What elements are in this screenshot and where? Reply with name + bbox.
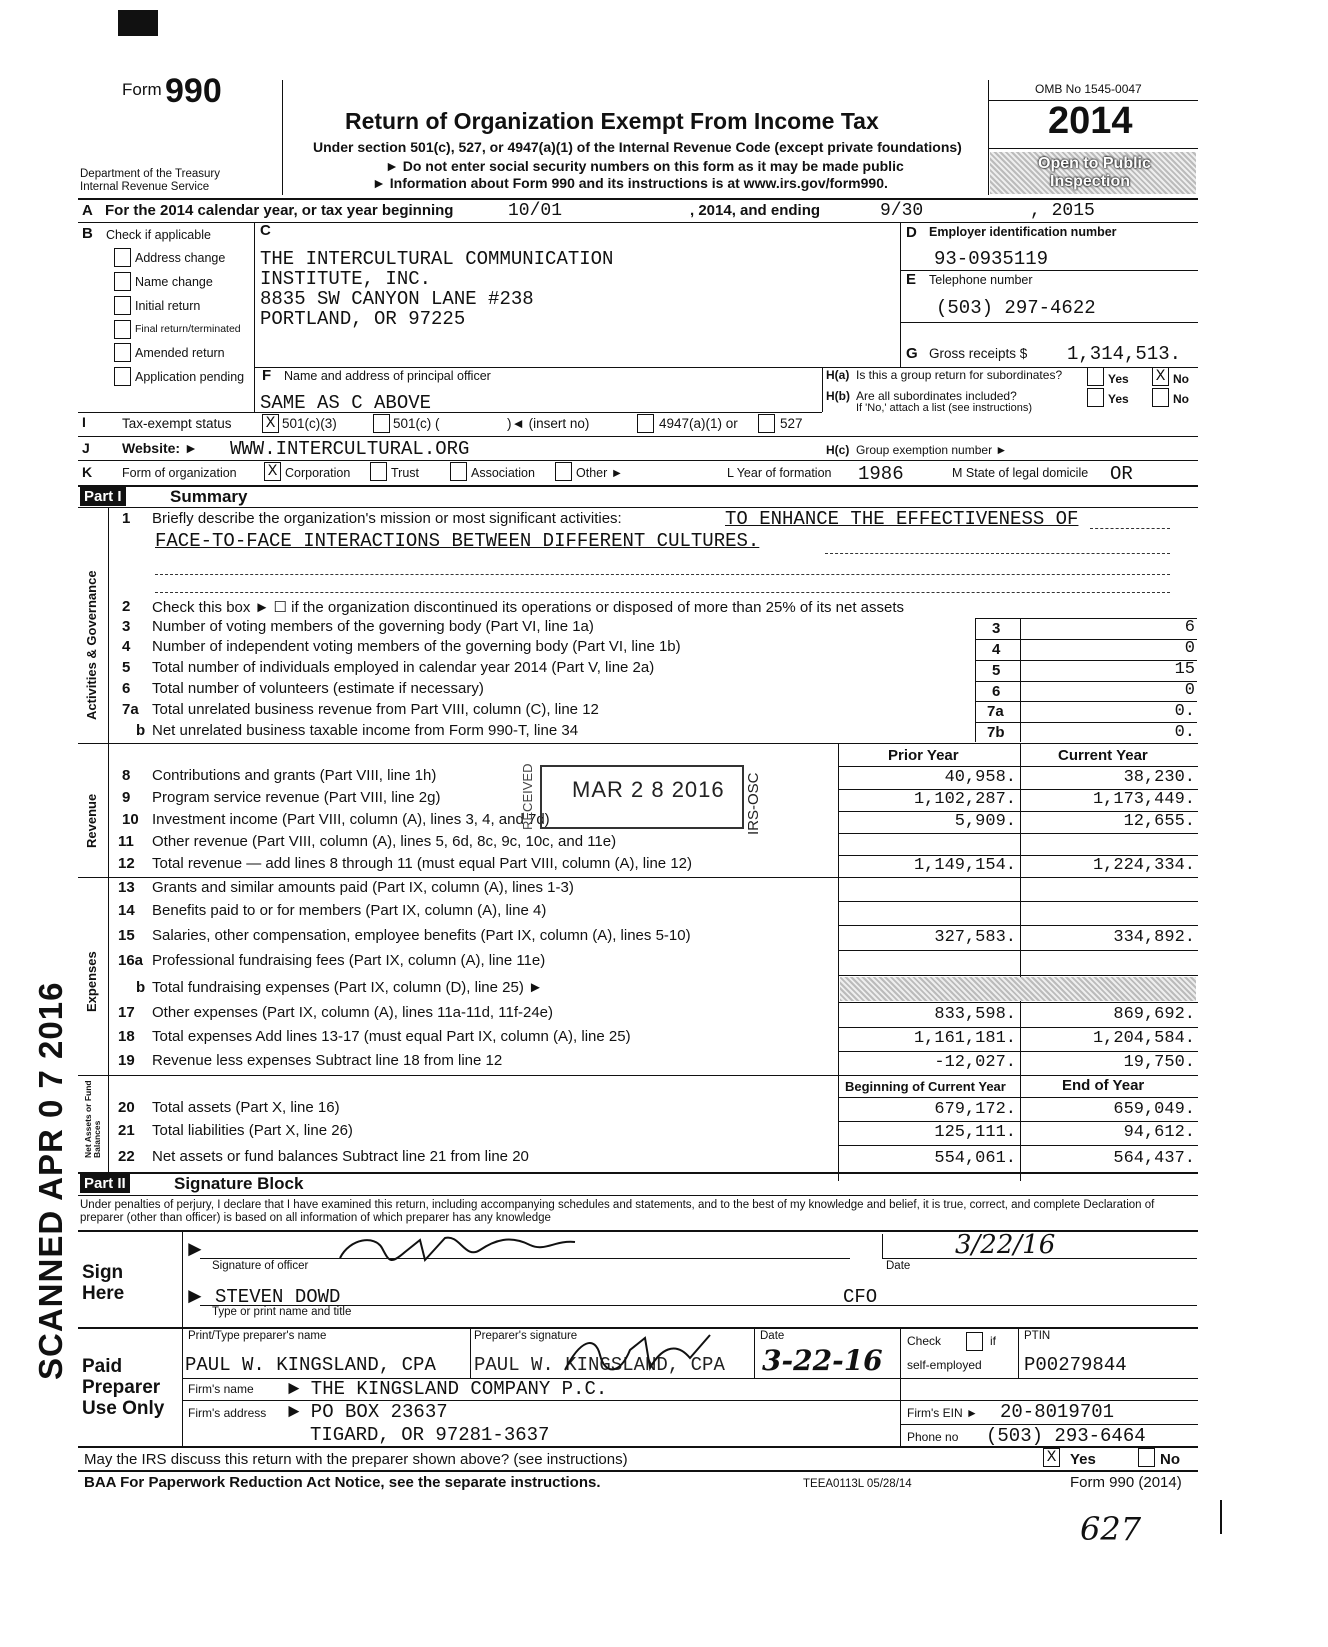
checkbox-corporation[interactable]: X (264, 462, 281, 481)
line6-box: 6 (992, 683, 1001, 700)
hb-no-checkbox[interactable] (1152, 388, 1169, 407)
line12-prior: 1,149,154. (913, 856, 1016, 875)
section-b-letter: B (82, 225, 93, 242)
line-a-text: For the 2014 calendar year, or tax year beginning (105, 202, 454, 219)
form-number: 990 (165, 72, 222, 110)
ha-label: H(a) (826, 368, 850, 382)
line15-prior: 327,583. (934, 928, 1016, 947)
line14-number: 14 (118, 902, 135, 919)
discuss-yes-checkbox[interactable]: X (1043, 1448, 1060, 1467)
ha-no-label: No (1173, 372, 1189, 386)
preparer-name-label: Print/Type preparer's name (188, 1330, 327, 1342)
open-public-text: Open to Public (1038, 155, 1151, 172)
firm-ein: 20-8019701 (1000, 1401, 1115, 1423)
hb-note: If 'No,' attach a list (see instructions) (856, 402, 1032, 414)
ha-no-checkbox[interactable]: X (1152, 367, 1169, 386)
col-end-year: End of Year (1062, 1077, 1145, 1094)
gross-receipts-label: Gross receipts $ (929, 346, 1028, 361)
checkbox-other[interactable] (555, 462, 572, 481)
sign-date-value: 3/22/16 (955, 1230, 1056, 1260)
checkbox-amended-return[interactable] (114, 343, 131, 362)
line20-prior: 679,172. (934, 1100, 1016, 1119)
line6-value: 0 (1184, 681, 1195, 700)
checkbox-address-change[interactable] (114, 248, 131, 267)
phone-label: Telephone number (929, 273, 1033, 287)
principal-officer-label: Name and address of principal officer (284, 369, 491, 383)
part1-title: Summary (170, 487, 248, 506)
line10-text: Investment income (Part VIII, column (A), lines 3, 4, and 7d) (152, 811, 550, 828)
dept-line1: Department of the Treasury (80, 168, 220, 180)
line12-current: 1,224,334. (1092, 856, 1195, 875)
line7a-value: 0. (1174, 702, 1195, 721)
ha-yes-checkbox[interactable] (1087, 367, 1104, 386)
line7b-value: 0. (1174, 723, 1195, 742)
label-501c3: 501(c)(3) (282, 416, 337, 431)
line7a-box: 7a (987, 703, 1004, 720)
scanned-stamp: SCANNED APR 0 7 2016 (32, 981, 69, 1380)
line3-value: 6 (1184, 618, 1195, 637)
preparer-date: 3-22-16 (762, 1344, 883, 1377)
tax-year: 2014 (1048, 100, 1133, 142)
page-mark (1220, 1500, 1222, 1534)
year-formation-value: 1986 (858, 463, 904, 485)
firm-name: ► THE KINGSLAND COMPANY P.C. (288, 1378, 608, 1400)
line5-value: 15 (1174, 660, 1195, 679)
hb-yes-checkbox[interactable] (1087, 388, 1104, 407)
form-word: Form (122, 80, 162, 99)
org-address-line2: PORTLAND, OR 97225 (260, 308, 466, 330)
preparer-sig-label: Preparer's signature (474, 1330, 578, 1342)
checkbox-527[interactable] (758, 414, 775, 433)
line7b-text: Net unrelated business taxable income from Form 990-T, line 34 (152, 722, 579, 739)
received-side-stamp: RECEIVED (520, 763, 535, 830)
line18-text: Total expenses Add lines 13-17 (must equal Part IX, column (A), line 25) (152, 1028, 631, 1045)
state-domicile-value: OR (1110, 463, 1133, 485)
form-of-org-label: Form of organization (122, 466, 237, 480)
ptin-label: PTIN (1024, 1330, 1051, 1342)
line19-number: 19 (118, 1052, 135, 1069)
col-beginning-year: Beginning of Current Year (845, 1079, 1006, 1094)
website-value[interactable]: WWW.INTERCULTURAL.ORG (230, 438, 470, 460)
line8-current: 38,230. (1123, 768, 1195, 787)
line9-prior: 1,102,287. (913, 790, 1016, 809)
hb-label: H(b) (826, 389, 850, 403)
tax-exempt-label: Tax-exempt status (122, 416, 232, 431)
label-address-change: Address change (135, 251, 226, 265)
label-association: Association (471, 466, 535, 480)
self-employed-if-label: if (990, 1334, 996, 1348)
line10-number: 10 (122, 811, 139, 828)
line22-prior: 554,061. (934, 1149, 1016, 1168)
preparer-label: Preparer (82, 1377, 161, 1398)
checkbox-501c[interactable] (373, 414, 390, 433)
scan-mark (118, 10, 158, 36)
org-name-line1: THE INTERCULTURAL COMMUNICATION (260, 248, 614, 270)
preparer-ptin: P00279844 (1024, 1354, 1127, 1376)
org-name-line2: INSTITUTE, INC. (260, 268, 432, 290)
line17-prior: 833,598. (934, 1005, 1016, 1024)
line10-prior: 5,909. (954, 812, 1016, 831)
line9-number: 9 (122, 789, 131, 806)
hb-yes-label: Yes (1108, 392, 1129, 406)
firm-address-line2: TIGARD, OR 97281-3637 (310, 1424, 550, 1446)
phone-value: (503) 297-4622 (936, 297, 1096, 319)
line9-current: 1,173,449. (1092, 790, 1195, 809)
line15-current: 334,892. (1113, 928, 1195, 947)
hb-no-label: No (1173, 392, 1189, 406)
line22-text: Net assets or fund balances Subtract line 21 from line 20 (152, 1148, 529, 1165)
line17-text: Other expenses (Part IX, column (A), lines 11a-11d, 11f-24e) (152, 1004, 554, 1021)
hb-text: Are all subordinates included? (856, 389, 1017, 403)
line17-current: 869,692. (1113, 1005, 1195, 1024)
col-current-year: Current Year (1058, 747, 1148, 764)
mission-dash1 (1090, 528, 1170, 529)
line20-number: 20 (118, 1099, 135, 1116)
line6-text: Total number of volunteers (estimate if necessary) (152, 680, 484, 697)
line17-number: 17 (118, 1004, 135, 1021)
line19-text: Revenue less expenses Subtract line 18 from line 12 (152, 1052, 503, 1069)
label-4947: 4947(a)(1) or (659, 416, 738, 431)
label-other: Other ► (576, 466, 624, 480)
firm-ein-label: Firm's EIN ► (907, 1406, 978, 1420)
line15-text: Salaries, other compensation, employee benefits (Part IX, column (A), lines 5-10) (152, 927, 691, 944)
section-d-letter: D (906, 224, 917, 241)
line21-current: 94,612. (1123, 1123, 1195, 1142)
year-formation-label: L Year of formation (727, 466, 832, 480)
line5-box: 5 (992, 662, 1001, 679)
line16b-shaded (840, 977, 1196, 1001)
received-stamp-date: MAR 2 8 2016 (572, 777, 725, 802)
firm-name-label: Firm's name (188, 1382, 254, 1396)
label-name-change: Name change (135, 275, 213, 289)
section-c-letter: C (260, 222, 271, 239)
line21-prior: 125,111. (934, 1123, 1016, 1142)
line7a-text: Total unrelated business revenue from Part VIII, column (C), line 12 (152, 701, 599, 718)
line10-current: 12,655. (1123, 812, 1195, 831)
label-corporation: Corporation (285, 466, 351, 480)
notice-info: ► Information about Form 990 and its instructions is at www.irs.gov/form990. (372, 175, 888, 191)
irs-osc-stamp: IRS-OSC (745, 772, 762, 835)
tax-year-end: 9/30 (880, 201, 924, 221)
label-insert-no: )◄ (insert no) (507, 416, 590, 431)
paid-label: Paid (82, 1356, 123, 1377)
sign-arrow-1: ► (184, 1236, 206, 1261)
mission-dash4 (155, 592, 1170, 593)
line4-number: 4 (122, 638, 131, 655)
label-application-pending: Application pending (135, 370, 245, 384)
line22-number: 22 (118, 1148, 135, 1165)
preparer-date-label: Date (760, 1330, 785, 1342)
here-label: Here (82, 1283, 125, 1304)
checkbox-4947[interactable] (637, 414, 654, 433)
state-domicile-label: M State of legal domicile (952, 466, 1089, 480)
line8-number: 8 (122, 767, 131, 784)
mission-dash2 (825, 553, 1170, 554)
line11-number: 11 (118, 833, 134, 850)
side-label-net-assets: Net Assets or Fund Balances (83, 1080, 102, 1158)
line-i-letter: I (82, 414, 86, 430)
ha-yes-label: Yes (1108, 372, 1129, 386)
preparer-name: PAUL W. KINGSLAND, CPA (185, 1354, 436, 1376)
firm-address-line1: ► PO BOX 23637 (288, 1401, 448, 1423)
checkbox-application-pending[interactable] (114, 367, 131, 386)
line5-text: Total number of individuals employed in calendar year 2014 (Part V, line 2a) (152, 659, 655, 676)
line4-box: 4 (992, 641, 1001, 658)
side-label-governance: Activities & Governance (84, 570, 99, 720)
line-j-letter: J (82, 440, 90, 456)
line12-text: Total revenue — add lines 8 through 11 (must equal Part VIII, column (A), line 12) (152, 855, 692, 872)
handwritten-number: 627 (1080, 1510, 1142, 1548)
inspection-text: Inspection (1050, 173, 1131, 190)
line22-current: 564,437. (1113, 1149, 1195, 1168)
firm-phone: (503) 293-6464 (986, 1425, 1146, 1447)
section-f-letter: F (262, 367, 272, 384)
use-only-label: Use Only (82, 1398, 165, 1419)
checkbox-name-change[interactable] (114, 272, 131, 291)
line4-text: Number of independent voting members of the governing body (Part VI, line 1b) (152, 638, 681, 655)
part2-title: Signature Block (174, 1174, 304, 1193)
line19-current: 19,750. (1123, 1053, 1195, 1072)
line11-text: Other revenue (Part VIII, column (A), lines 5, 6d, 8c, 9c, 10c, and 11e) (152, 833, 617, 850)
line20-current: 659,049. (1113, 1100, 1195, 1119)
line18-number: 18 (118, 1028, 135, 1045)
line2-number: 2 (122, 598, 131, 615)
part1-tag: Part I (80, 487, 126, 506)
line8-text: Contributions and grants (Part VIII, line 1h) (152, 767, 437, 784)
sign-date-label: Date (886, 1260, 911, 1272)
line4-value: 0 (1184, 639, 1195, 658)
line7b-box: 7b (987, 724, 1005, 741)
preparer-signature (560, 1330, 720, 1380)
form-title: Return of Organization Exempt From Income Tax (345, 108, 879, 134)
mission-dash3 (155, 574, 1170, 575)
ein-label: Employer identification number (929, 225, 1117, 239)
line13-number: 13 (118, 879, 135, 896)
perjury-statement: Under penalties of perjury, I declare that I have examined this return, including accompanying schedules and statements, and to the best of my knowledge and belief, it is true, correct, and complete Declaration of preparer (other than officer) is based on all information of which preparer has any knowledge (80, 1199, 1155, 1224)
firm-phone-label: Phone no (907, 1430, 959, 1444)
omb-number: OMB No 1545-0047 (1035, 82, 1142, 96)
dept-line2: Internal Revenue Service (80, 181, 210, 193)
line21-number: 21 (118, 1122, 135, 1139)
ein-value: 93-0935119 (934, 248, 1049, 270)
tax-year-begin: 10/01 (508, 201, 563, 221)
line-k-letter: K (82, 464, 93, 480)
officer-signature-label: Signature of officer (212, 1260, 309, 1272)
baa-notice: BAA For Paperwork Reduction Act Notice, see the separate instructions. (84, 1474, 601, 1491)
ha-text: Is this a group return for subordinates? (856, 368, 1063, 382)
org-address-line1: 8835 SW CANYON LANE #238 (260, 288, 534, 310)
officer-name: STEVEN DOWD (215, 1286, 341, 1308)
part2-tag: Part II (80, 1174, 130, 1193)
self-employed-checkbox[interactable] (966, 1332, 983, 1351)
section-b-title: Check if applicable (106, 228, 211, 242)
side-label-expenses: Expenses (84, 951, 99, 1012)
officer-name-label: Type or print name and title (212, 1306, 352, 1318)
preparer-signature-name: PAUL W. KINGSLAND, CPA (474, 1354, 725, 1376)
self-employed-label: self-employed (907, 1358, 982, 1372)
checkbox-initial-return[interactable] (114, 296, 131, 315)
line18-prior: 1,161,181. (913, 1029, 1016, 1048)
col-prior-year: Prior Year (888, 747, 959, 764)
line6-number: 6 (122, 680, 131, 697)
hc-text: Group exemption number ► (856, 443, 1008, 457)
label-trust: Trust (391, 466, 420, 480)
discuss-yes-label: Yes (1070, 1451, 1096, 1468)
line1-number: 1 (122, 510, 131, 527)
tax-year-end-year: , 2015 (1030, 201, 1095, 221)
sign-arrow-2: ► (184, 1283, 206, 1308)
label-initial-return: Initial return (135, 299, 201, 313)
label-501c: 501(c) ( (393, 416, 440, 431)
line16b-text: Total fundraising expenses (Part IX, column (D), line 25) ► (152, 979, 543, 996)
line8-prior: 40,958. (944, 768, 1016, 787)
sign-label: Sign (82, 1262, 124, 1283)
firm-address-label: Firm's address (188, 1406, 267, 1420)
mission-line2: FACE-TO-FACE INTERACTIONS BETWEEN DIFFERENT CULTURES. (155, 530, 760, 552)
discuss-no-checkbox[interactable] (1138, 1448, 1155, 1467)
label-amended-return: Amended return (135, 346, 225, 360)
line16a-text: Professional fundraising fees (Part IX, column (A), line 11e) (152, 952, 546, 969)
line5-number: 5 (122, 659, 131, 676)
officer-signature (330, 1230, 590, 1270)
line14-text: Benefits paid to or for members (Part IX, column (A), line 4) (152, 902, 547, 919)
mission-line1: TO ENHANCE THE EFFECTIVENESS OF (725, 508, 1079, 530)
line20-text: Total assets (Part X, line 16) (152, 1099, 340, 1116)
section-g-letter: G (906, 345, 918, 362)
notice-ssn: ► Do not enter social security numbers on this form as it may be made public (385, 158, 904, 174)
checkbox-association[interactable] (450, 462, 467, 481)
form-reference: Form 990 (2014) (1070, 1474, 1182, 1491)
form-subtitle: Under section 501(c), 527, or 4947(a)(1) of the Internal Revenue Code (except private foundations) (313, 139, 962, 155)
checkbox-trust[interactable] (370, 462, 387, 481)
principal-officer-value: SAME AS C ABOVE (260, 392, 432, 414)
discuss-no-label: No (1160, 1451, 1180, 1468)
line9-text: Program service revenue (Part VIII, line 2g) (152, 789, 441, 806)
line21-text: Total liabilities (Part X, line 26) (152, 1122, 353, 1139)
label-527: 527 (780, 416, 803, 431)
section-e-letter: E (906, 271, 917, 288)
discuss-question: May the IRS discuss this return with the preparer shown above? (see instructions) (84, 1451, 628, 1468)
line3-text: Number of voting members of the governing body (Part VI, line 1a) (152, 618, 594, 635)
form-code: TEEA0113L 05/28/14 (803, 1478, 912, 1490)
line16a-number: 16a (118, 952, 144, 969)
website-label: Website: ► (122, 440, 198, 456)
line12-number: 12 (118, 855, 135, 872)
line7b-number: b (136, 722, 146, 739)
line-a-mid: , 2014, and ending (690, 202, 821, 219)
officer-title: CFO (843, 1286, 878, 1308)
line3-number: 3 (122, 618, 131, 635)
line16b-number: b (136, 979, 146, 996)
discontinued-text[interactable]: Check this box ► ☐ if the organization discontinued its operations or disposed of more than 25% of its net assets (152, 599, 905, 616)
line7a-number: 7a (122, 701, 139, 718)
hc-label: H(c) (826, 443, 850, 457)
line19-prior: -12,027. (934, 1053, 1016, 1072)
line-a-letter: A (82, 202, 93, 219)
self-employed-check-label: Check (907, 1334, 942, 1348)
mission-label: Briefly describe the organization's mission or most significant activities: (152, 510, 622, 527)
side-label-revenue: Revenue (84, 793, 99, 848)
checkbox-501c3[interactable]: X (262, 414, 279, 433)
line18-current: 1,204,584. (1092, 1029, 1195, 1048)
line15-number: 15 (118, 927, 135, 944)
label-final-return: Final return/terminated (135, 323, 241, 335)
line3-box: 3 (992, 620, 1001, 637)
gross-receipts-value: 1,314,513. (1067, 343, 1182, 365)
line13-text: Grants and similar amounts paid (Part IX, column (A), lines 1-3) (152, 879, 574, 896)
checkbox-final-return[interactable] (114, 320, 131, 339)
